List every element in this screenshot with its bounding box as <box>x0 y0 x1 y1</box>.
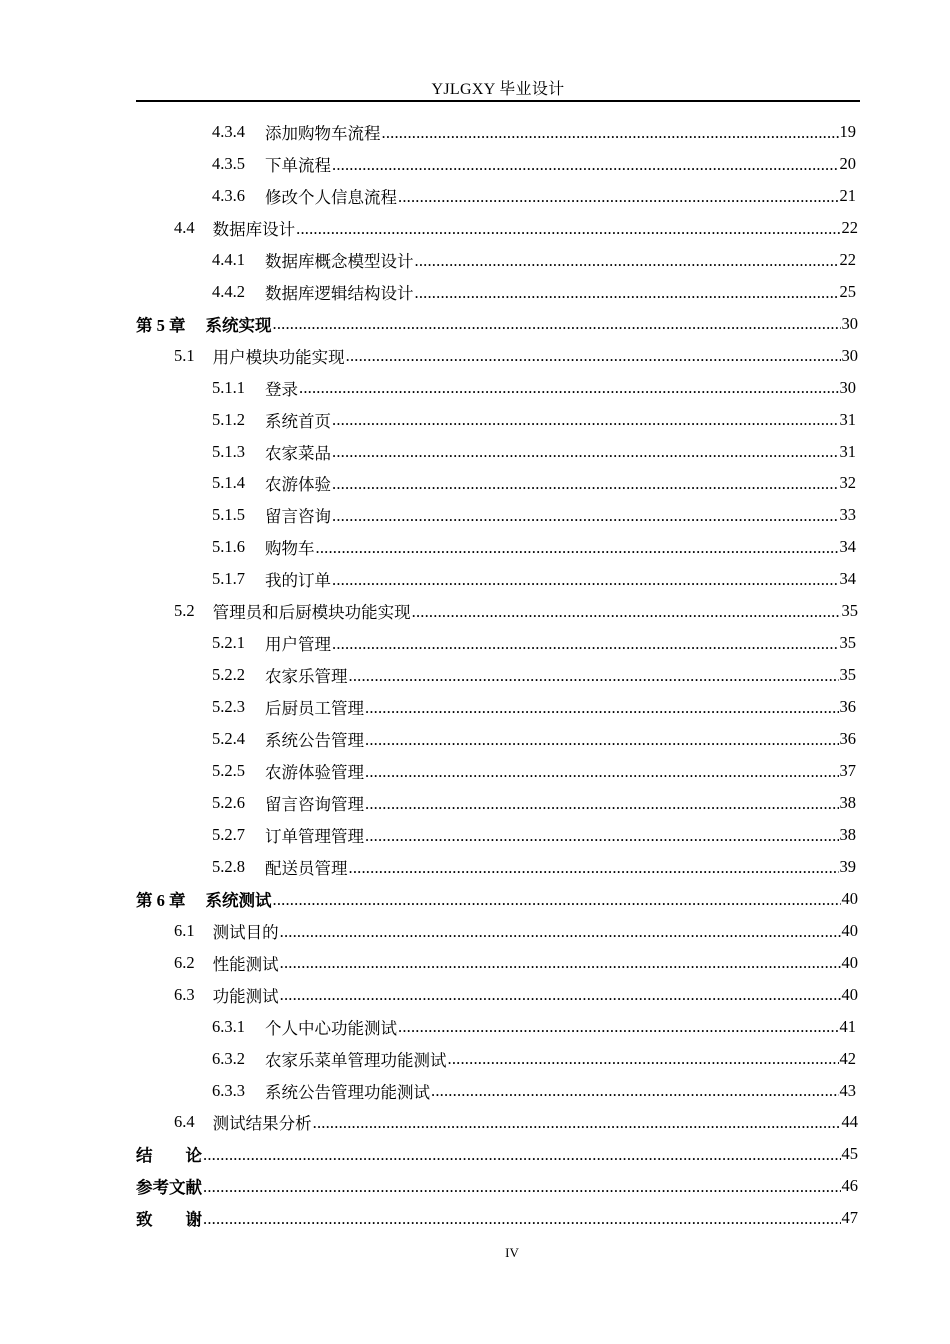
toc-dot-leader <box>313 1115 841 1132</box>
toc-entry-number: 5.2.5 <box>212 761 245 780</box>
toc-entry[interactable] <box>174 916 858 946</box>
toc-entry[interactable] <box>212 405 856 435</box>
toc-dot-leader <box>346 348 841 365</box>
toc-entry-page: 35 <box>841 601 858 621</box>
toc-entry-number: 6.4 <box>174 1112 195 1132</box>
toc-entry-title: 致 谢 <box>136 1210 202 1230</box>
toc-entry-title: 数据库设计 <box>212 219 296 239</box>
toc-entry-title: 修改个人信息流程 <box>265 187 397 207</box>
toc-entry-page: 19 <box>839 122 856 141</box>
toc-entry-title: 性能测试 <box>212 954 279 974</box>
toc-entry-title: 管理员和后厨模块功能实现 <box>212 603 411 623</box>
toc-entry-page: 40 <box>841 888 858 908</box>
toc-dot-leader <box>332 636 839 653</box>
toc-dot-leader <box>273 892 841 909</box>
toc-entry-page: 46 <box>841 1176 858 1196</box>
toc-entry-page: 40 <box>841 920 858 940</box>
toc-entry[interactable] <box>136 884 858 914</box>
toc-entry[interactable] <box>136 1139 858 1169</box>
toc-dot-leader <box>332 572 839 589</box>
toc-entry-title: 系统首页 <box>265 411 331 431</box>
toc-dot-leader <box>316 540 839 557</box>
toc-entry-title: 配送员管理 <box>265 858 348 878</box>
toc-dot-leader <box>382 125 839 142</box>
toc-entry-title: 数据库概念模型设计 <box>265 251 414 271</box>
toc-entry[interactable] <box>212 1012 856 1042</box>
toc-entry-page: 22 <box>839 249 856 269</box>
toc-entry[interactable] <box>212 788 856 818</box>
toc-entry[interactable] <box>136 1203 858 1233</box>
toc-dot-leader <box>273 316 841 333</box>
toc-entry[interactable] <box>212 564 856 594</box>
toc-dot-leader <box>431 1083 839 1100</box>
toc-entry-page: 38 <box>839 792 856 812</box>
toc-dot-leader <box>332 508 839 525</box>
toc-entry[interactable] <box>174 596 858 626</box>
toc-entry-title: 添加购物车流程 <box>265 124 381 143</box>
toc-entry-title: 用户模块功能实现 <box>212 347 345 367</box>
toc-entry-title: 参考文献 <box>136 1178 202 1198</box>
toc-dot-leader <box>203 1211 841 1228</box>
toc-entry-number: 6.2 <box>174 952 195 972</box>
toc-entry[interactable] <box>212 468 856 498</box>
toc-entry-page: 44 <box>841 1112 858 1132</box>
toc-entry-number: 5.1.3 <box>212 441 245 461</box>
toc-dot-leader <box>349 860 839 877</box>
toc-entry-title: 功能测试 <box>212 986 279 1006</box>
toc-entry[interactable] <box>212 181 856 211</box>
toc-entry-number: 6.3 <box>174 984 195 1004</box>
toc-entry-page: 20 <box>839 153 856 173</box>
toc-dot-leader <box>349 668 839 685</box>
toc-entry-page: 32 <box>839 473 856 493</box>
toc-entry-number: 5.2 <box>174 601 195 621</box>
toc-entry-page: 45 <box>841 1144 858 1164</box>
toc-entry-title: 农家乐管理 <box>265 667 348 687</box>
toc-entry[interactable] <box>212 245 856 275</box>
toc-entry-title: 测试目的 <box>212 922 279 942</box>
toc-entry[interactable] <box>212 756 856 786</box>
toc-entry-page: 42 <box>839 1048 856 1068</box>
toc-dot-leader <box>365 732 839 749</box>
toc-entry-number: 5.1.1 <box>212 377 245 397</box>
toc-entry-number: 6.3.1 <box>212 1016 245 1036</box>
toc-entry-page: 38 <box>839 824 856 844</box>
toc-dot-leader <box>415 253 839 270</box>
toc-entry-page: 31 <box>839 441 856 461</box>
toc-dot-leader <box>365 700 839 717</box>
toc-entry-number: 5.2.1 <box>212 633 245 653</box>
toc-entry-page: 35 <box>839 633 856 653</box>
toc-entry-number: 5.2.2 <box>212 665 245 685</box>
toc-entry-title: 系统实现 <box>205 315 272 335</box>
page-header-title: YJLGXY 毕业设计 <box>431 81 565 98</box>
toc-dot-leader <box>203 1179 841 1196</box>
toc-entry[interactable] <box>212 437 856 467</box>
toc-dot-leader <box>365 796 839 813</box>
toc-entry[interactable] <box>212 277 856 307</box>
toc-entry-page: 34 <box>839 537 856 557</box>
toc-entry-number: 5.2.8 <box>212 856 245 876</box>
toc-entry-title: 农家乐菜单管理功能测试 <box>265 1050 447 1070</box>
toc-entry-title: 留言咨询管理 <box>265 794 364 814</box>
toc-entry-number: 5.1.4 <box>212 473 245 493</box>
toc-entry-title: 系统公告管理 <box>265 731 364 751</box>
toc-entry-page: 36 <box>839 697 856 717</box>
toc-dot-leader <box>398 189 839 206</box>
toc-entry-page: 41 <box>839 1016 856 1036</box>
toc-dot-leader <box>412 604 841 621</box>
toc-entry-page: 35 <box>839 665 856 685</box>
toc-entry-number: 5.2.7 <box>212 824 245 844</box>
toc-entry-number: 5.1.5 <box>212 505 245 525</box>
toc-entry[interactable] <box>136 1171 858 1201</box>
toc-entry-page: 40 <box>841 984 858 1004</box>
toc-entry[interactable] <box>174 213 858 243</box>
toc-entry-page: 47 <box>841 1208 858 1228</box>
toc-entry-title: 用户管理 <box>265 635 331 655</box>
toc-entry-number: 第 6 章 <box>136 890 186 910</box>
toc-entry-number: 6.1 <box>174 920 195 940</box>
toc-entry-title: 个人中心功能测试 <box>265 1018 397 1038</box>
toc-entry-page: 39 <box>839 856 856 876</box>
toc-entry-number: 4.4.2 <box>212 281 245 301</box>
toc-entry-title: 农游体验 <box>265 475 331 495</box>
toc-entry[interactable] <box>212 724 856 754</box>
toc-entry-number: 6.3.2 <box>212 1048 245 1068</box>
toc-dot-leader <box>365 828 839 845</box>
toc-dot-leader <box>332 157 839 174</box>
toc-entry[interactable] <box>212 117 856 147</box>
toc-entry-title: 留言咨询 <box>265 507 331 527</box>
toc-entry-page: 43 <box>839 1080 856 1100</box>
toc-entry-page: 30 <box>841 345 858 365</box>
toc-dot-leader <box>415 285 839 302</box>
toc-entry-number: 第 5 章 <box>136 315 186 335</box>
toc-entry-number: 5.2.3 <box>212 697 245 717</box>
toc-entry-page: 25 <box>839 281 856 301</box>
toc-entry-number: 4.3.4 <box>212 122 245 141</box>
toc-dot-leader <box>296 221 840 238</box>
toc-entry-number: 6.3.3 <box>212 1080 245 1100</box>
toc-entry-title: 下单流程 <box>265 155 331 175</box>
toc-entry-page: 34 <box>839 569 856 589</box>
toc-entry[interactable] <box>212 1076 856 1106</box>
toc-entry[interactable] <box>212 373 856 403</box>
toc-dot-leader <box>280 955 841 972</box>
toc-entry-page: 31 <box>839 409 856 429</box>
toc-entry-number: 5.1.2 <box>212 409 245 429</box>
toc-dot-leader <box>365 764 839 781</box>
toc-entry-title: 系统测试 <box>205 890 272 910</box>
toc-entry-page: 37 <box>839 761 856 780</box>
toc-entry-number: 4.4 <box>174 217 195 237</box>
toc-entry-title: 数据库逻辑结构设计 <box>265 283 414 303</box>
toc-entry-title: 农家菜品 <box>265 443 331 463</box>
toc-entry-number: 5.2.6 <box>212 792 245 812</box>
toc-entry[interactable] <box>174 1107 858 1137</box>
toc-dot-leader <box>280 924 841 941</box>
toc-entry-title: 后厨员工管理 <box>265 699 364 719</box>
header-divider <box>136 100 860 102</box>
toc-entry-page: 40 <box>841 952 858 972</box>
toc-entry[interactable] <box>212 660 856 690</box>
toc-dot-leader <box>448 1051 839 1068</box>
toc-entry-page: 30 <box>839 377 856 397</box>
toc-entry[interactable] <box>136 309 858 339</box>
toc-entry-title: 登录 <box>265 379 298 399</box>
toc-entry[interactable] <box>174 948 858 978</box>
toc-dot-leader <box>203 1147 841 1164</box>
toc-entry-title: 订单管理管理 <box>265 826 364 846</box>
toc-entry[interactable] <box>212 628 856 658</box>
toc-entry-title: 结 论 <box>136 1146 202 1166</box>
toc-entry-number: 4.3.6 <box>212 185 245 205</box>
toc-entry-page: 36 <box>839 729 856 749</box>
toc-entry[interactable] <box>212 149 856 179</box>
toc-entry-page: 30 <box>841 313 858 333</box>
toc-entry[interactable] <box>212 820 856 850</box>
toc-dot-leader <box>332 412 839 429</box>
toc-entry-number: 5.1.6 <box>212 537 245 557</box>
toc-dot-leader <box>332 476 839 493</box>
toc-entry-page: 22 <box>841 217 858 237</box>
toc-entry[interactable] <box>174 341 858 371</box>
toc-dot-leader <box>280 987 841 1004</box>
toc-entry[interactable] <box>212 532 856 562</box>
toc-entry[interactable] <box>212 1044 856 1074</box>
toc-dot-leader <box>299 380 839 397</box>
toc-entry-page: 33 <box>839 505 856 525</box>
toc-dot-leader <box>398 1019 839 1036</box>
toc-entry-number: 4.4.1 <box>212 249 245 269</box>
toc-entry[interactable] <box>212 692 856 722</box>
toc-entry-title: 系统公告管理功能测试 <box>265 1082 430 1102</box>
toc-entry-number: 5.1 <box>174 345 195 365</box>
toc-entry-title: 购物车 <box>265 539 315 559</box>
toc-entry-title: 农游体验管理 <box>265 763 364 782</box>
toc-entry-title: 我的订单 <box>265 571 331 591</box>
toc-entry-title: 测试结果分析 <box>212 1114 312 1134</box>
toc-dot-leader <box>332 444 839 461</box>
toc-entry-number: 5.2.4 <box>212 729 245 749</box>
toc-entry[interactable] <box>212 500 856 530</box>
page-number: IV <box>505 1245 519 1260</box>
toc-entry-number: 4.3.5 <box>212 153 245 173</box>
toc-entry[interactable] <box>174 980 858 1010</box>
toc-entry-page: 21 <box>839 185 856 205</box>
toc-entry[interactable] <box>212 852 856 882</box>
toc-entry-number: 5.1.7 <box>212 569 245 589</box>
